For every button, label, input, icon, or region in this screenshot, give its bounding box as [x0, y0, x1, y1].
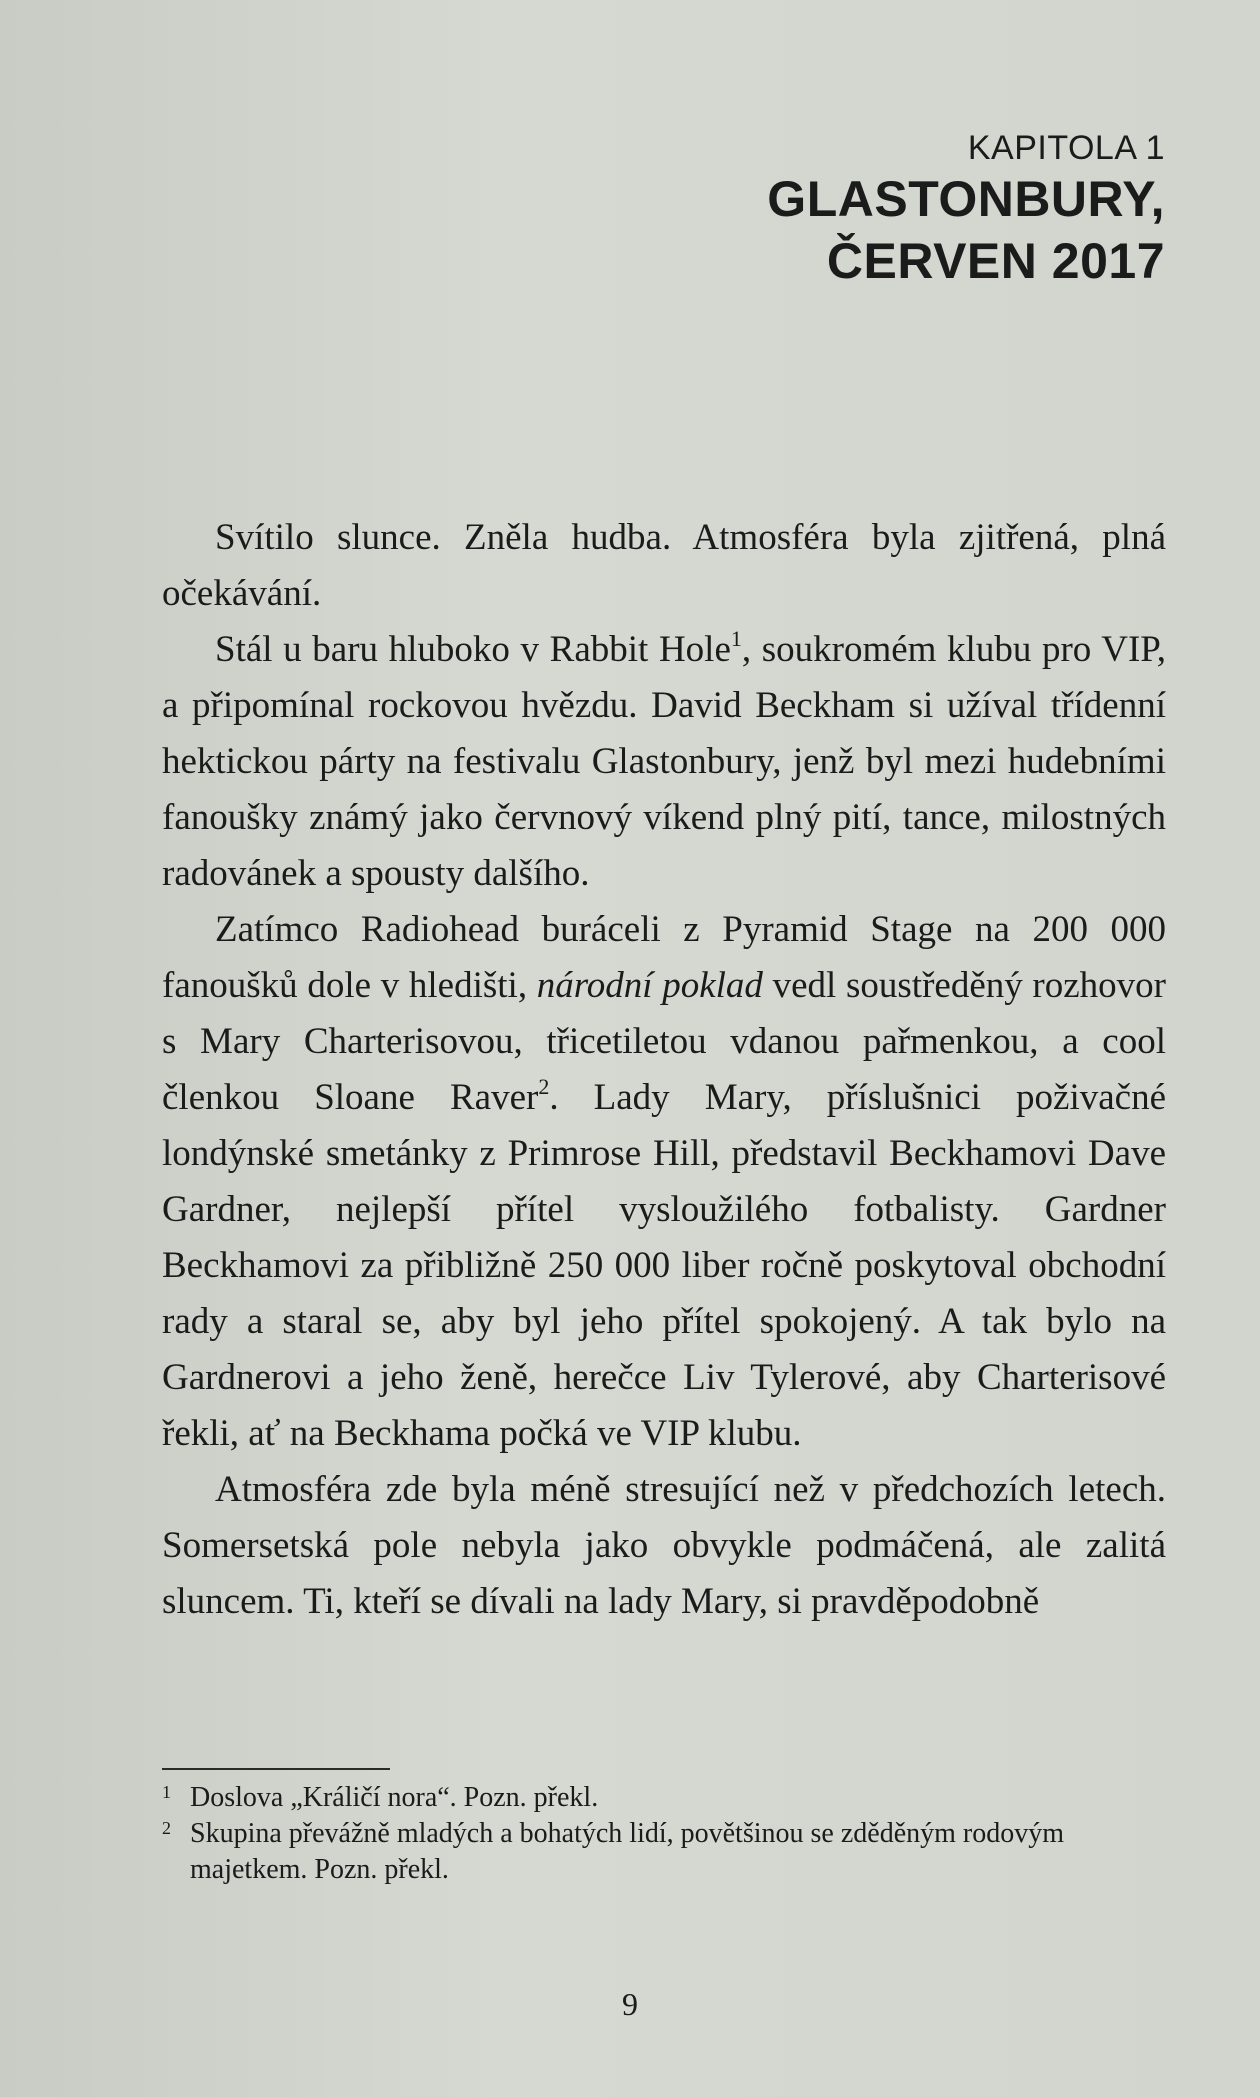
paragraph-3-part-a: Zatímco Radiohead buráceli z Pyramid Stage na 200 000 fanoušků dole v hledišti,	[162, 909, 1166, 1006]
paragraph-4: Atmosféra zde byla méně stresující než v předchozích letech. Somersetská pole nebyla jako obvykle podmáčená, ale zalitá sluncem. Ti, kteří se dívali na lady Mary, si pravděpodobně	[162, 1469, 1166, 1622]
footnote-1-number: 1	[162, 1782, 171, 1802]
paragraph-2-part-a: Stál u baru hluboko v Rabbit Hole	[215, 629, 731, 670]
paragraph-3-emphasis: národní poklad	[536, 965, 763, 1006]
footnote-divider	[162, 1768, 390, 1770]
footnote-2	[162, 1816, 1168, 1888]
footnote-1	[162, 1780, 1168, 1816]
paragraph-1: Svítilo slunce. Zněla hudba. Atmosféra byla zjitřená, plná očekávání.	[162, 517, 1166, 614]
footnote-1-text: Doslova „Králičí nora“. Pozn. překl.	[190, 1782, 599, 1813]
footnote-2-text: Skupina převážně mladých a bohatých lidí, povětšinou se zděděným rodovým majetkem. Pozn. překl.	[190, 1818, 1065, 1885]
paragraph-3	[162, 902, 1166, 1462]
footnote-2-number: 2	[162, 1818, 171, 1838]
paragraph-2	[162, 622, 1166, 902]
page-number: 9	[622, 1986, 638, 2022]
chapter-title-line-1: GLASTONBURY,	[767, 171, 1165, 227]
chapter-heading	[767, 128, 1165, 292]
footnote-ref-2: 2	[538, 1074, 550, 1099]
footnote-ref-1: 1	[730, 626, 742, 651]
footnotes	[162, 1780, 1168, 1888]
paragraph-3-part-b: vedl soustředěný rozhovor s Mary Charterisovou, třicetiletou vdanou pařmenkou, a cool členkou Sloane Raver	[162, 965, 1166, 1118]
chapter-label: KAPITOLA 1	[967, 129, 1165, 167]
body-text	[162, 510, 1166, 1630]
chapter-title-line-2: ČERVEN 2017	[826, 233, 1165, 289]
paragraph-3-part-c: . Lady Mary, příslušnici poživačné londýnské smetánky z Primrose Hill, představil Beckhamovi Dave Gardner, nejlepší přítel vysloužilého fotbalisty. Gardner Beckhamovi za přibližně 250 000 liber ročně poskytoval obchodní rady a staral se, aby byl jeho přítel spokojený. A tak bylo na Gardnerovi a jeho ženě, herečce Liv Tylerové, aby Charterisové řekli, ať na Beckhama počká ve VIP klubu.	[162, 1077, 1166, 1454]
paragraph-2-part-b: , soukromém klubu pro VIP, a připomínal rockovou hvězdu. David Beckham si užíval třídenní hektickou párty na festivalu Glastonbury, jenž byl mezi hudebními fanoušky známý jako červnový víkend plný pití, tance, milostných radovánek a spousty dalšího.	[162, 629, 1166, 894]
